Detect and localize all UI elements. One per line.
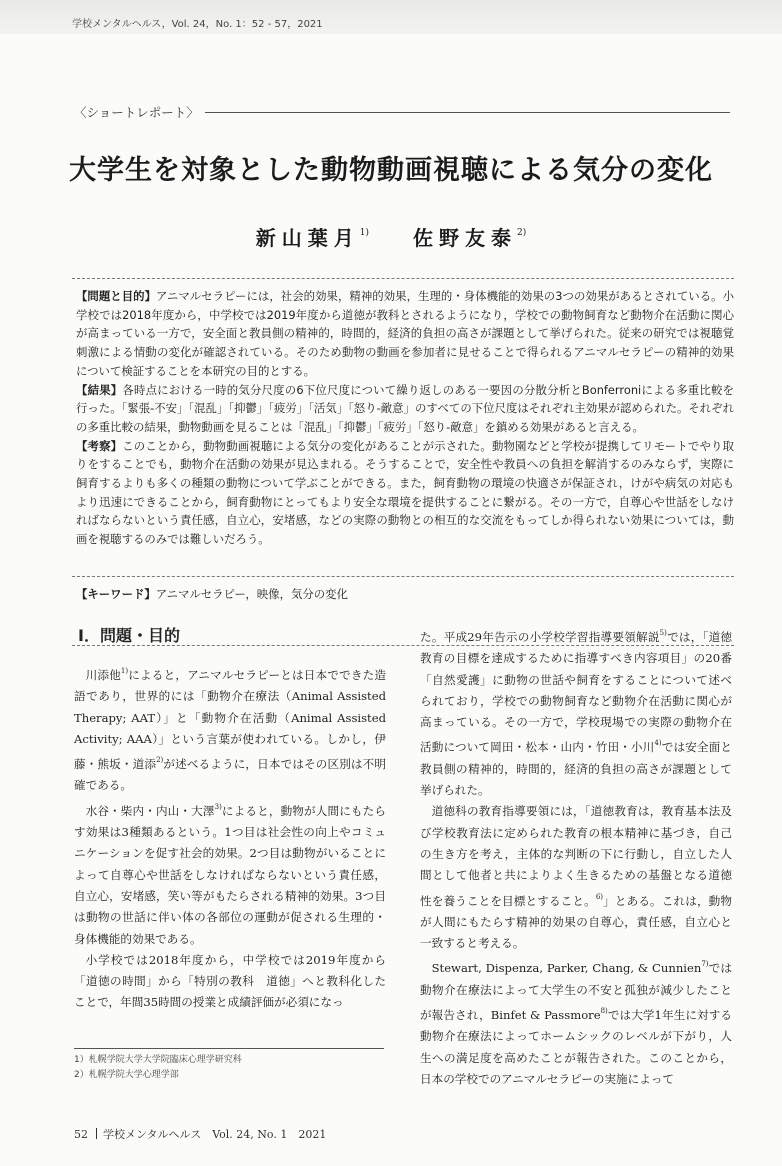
keywords-rule (72, 576, 734, 577)
body-column-right (420, 623, 732, 1090)
section-label-text: 〈ショートレポート〉 (74, 105, 199, 120)
footer-divider (96, 1128, 97, 1139)
keywords-text: アニマルセラピー，映像，気分の変化 (155, 587, 348, 601)
keywords-head: 【キーワード】 (76, 587, 156, 601)
paper-title: 大学生を対象とした動物動画視聴による気分の変化 (69, 155, 713, 186)
page-number: 52 (74, 1128, 88, 1141)
footnotes (74, 1053, 242, 1083)
abstract-results-text: 各時点における一時的気分尺度の6下位尺度について繰り返しのある一要因の分散分析とBonferroniによる多重比較を行った。「緊張-不安」「混乱」「抑鬱」「疲労」「活気」「怒り-敵意」のすべての下位尺度はそれぞれ主効果が認められた。それぞれの多重比較の結果，動物動画を見ることは「混乱」「抑鬱」「疲労」「怒り-敵意」を鎮める効果があると言える。 (76, 382, 734, 434)
paragraph: Stewart, Dispenza, Parker, Chang, & Cunnien$^{7)}$では動物介在療法によって大学生の不安と孤独が減少したことが報告され，Binfet & Passmore$^{8)}$では大学1年生に対する動物介在療法によってホームシックのレベルが下がり，人生への満足度を高めたことが報告された。このことから，日本の学校でのアニマルセラピーの実施によって (420, 960, 732, 1086)
section-heading: Ⅰ．問題・目的 (78, 626, 180, 645)
author-affil: 1) (359, 228, 370, 238)
body-column-left (74, 625, 386, 1014)
abstract-purpose-head: 【問題と目的】 (76, 289, 157, 303)
footnote: 2）札幌学院大学心理学部 (74, 1070, 179, 1080)
author-name: 新山葉月 (255, 226, 360, 250)
authors (0, 222, 782, 251)
footnote-rule (74, 1048, 384, 1049)
author-affil: 2) (516, 228, 527, 238)
author-name: 佐野友泰 (412, 226, 517, 250)
abstract-discussion-head: 【考察】 (76, 438, 123, 453)
paragraph: 川添他$^{1)}$によると，アニマルセラピーとは日本でできた造語であり，世界的には「動物介在療法（Animal Assisted Therapy; AAT）」と「動物介在活動（Animal Assisted Activity; AAA）」という言葉が使われている。しかし，伊藤・熊坂・道添$^{2)}$が述べるように，日本ではその区別は不明確である。 (74, 667, 386, 793)
section-label (74, 103, 730, 121)
paragraph: 水谷・柴内・内山・大澤$^{3)}$によると，動物が人間にもたらす効果は3種類あるという。1つ目は社会性の向上やコミュニケーションを促す社会的効果。2つ目は動物がいることによって自尊心や世話をしなければならないという責任感，自立心，安堵感，笑い等がもたらされる精神的効果。3つ目は動物の世話に伴い体の各部位の運動が促される生理的・身体機能的効果である。 (74, 802, 386, 946)
abstract-discussion-text: このことから，動物動画視聴による気分の変化があることが示された。動物園などと学校が提携してリモートでやり取りをすることでも，動物介在活動の効果が見込まれる。そうすることで，安全性や教員への負担を解消するのみならず，実際に飼育するよりも多くの種類の動物について学ぶことができる。また，飼育動物の環境の快適さが保証され，けがや病気の対応もより迅速にできることから，飼育動物にとってもより安全な環境を提供することに繋がる。その一方で，自尊心や世話をしなければならないという責任感，自立心，安堵感，などの実際の動物との相互的な交流をもってしか得られない効果については，動画を視聴するのみでは難しいだろう。 (76, 438, 734, 547)
page-footer (74, 1126, 326, 1142)
abstract-results-head: 【結果】 (76, 382, 123, 397)
footer-journal: 学校メンタルヘルス Vol. 24, No. 1 2021 (103, 1128, 327, 1141)
paragraph: た。平成29年告示の小学校学習指導要領解説$^{5)}$では，「道徳教育の目標を達成するために指導すべき内容項目」の20番「自然愛護」に動物の世話や飼育をすることについて述べられており，学校での動物飼育など動物介在活動に関心が高まっている。その一方で，学校現場での実際の動物介在活動について岡田・松本・山内・竹田・小川$^{4)}$では安全面と教員側の精神的，時間的，経済的負担の高さが課題として挙げられた。 (420, 629, 732, 798)
abstract (76, 287, 734, 549)
abstract-results (76, 381, 734, 437)
abstract-discussion (76, 437, 734, 549)
abstract-purpose (76, 287, 734, 381)
paragraph: 道徳科の教育指導要領には，「道徳教育は，教育基本法及び学校教育法に定められた教育の根本精神に基づき，自己の生き方を考え，主体的な判断の下に行動し，自立した人間として他者と共によりよく生きるための基盤となる道徳性を養うことを目標とすること。$^{6)}$」とある。これは，動物が人間にもたらす精神的効果の自尊心，責任感，自立心と一致すると考える。 (420, 804, 732, 951)
abstract-purpose-text: アニマルセラピーには，社会的効果，精神的効果，生理的・身体機能的効果の3つの効果があるとされている。小学校では2018年度から，中学校では2019年度から道徳が教科とされるようになり，学校での動物飼育など動物介在活動に関心が高まっている一方で，安全面と教員側の精神的，時間的，経済的負担の高さが課題として挙げられた。従来の研究では視聴覚刺激による情動の変化が確認されている。そのため動物の動画を参加者に見せることで得られるアニマルセラピーの精神的効果について検証することを本研究の目的とする。 (76, 289, 734, 378)
running-header: 学校メンタルヘルス，Vol. 24，No. 1：52 - 57，2021 (72, 19, 323, 30)
footnote: 1）札幌学院大学大学院臨床心理学研究科 (74, 1055, 242, 1065)
paragraph: 小学校では2018年度から，中学校では2019年度から「道徳の時間」から「特別の教科 道徳」へと教科化したことで，年間35時間の授業と成績評価が必須になっ (74, 952, 386, 1010)
section-label-rule (205, 112, 730, 113)
keywords (76, 585, 734, 602)
